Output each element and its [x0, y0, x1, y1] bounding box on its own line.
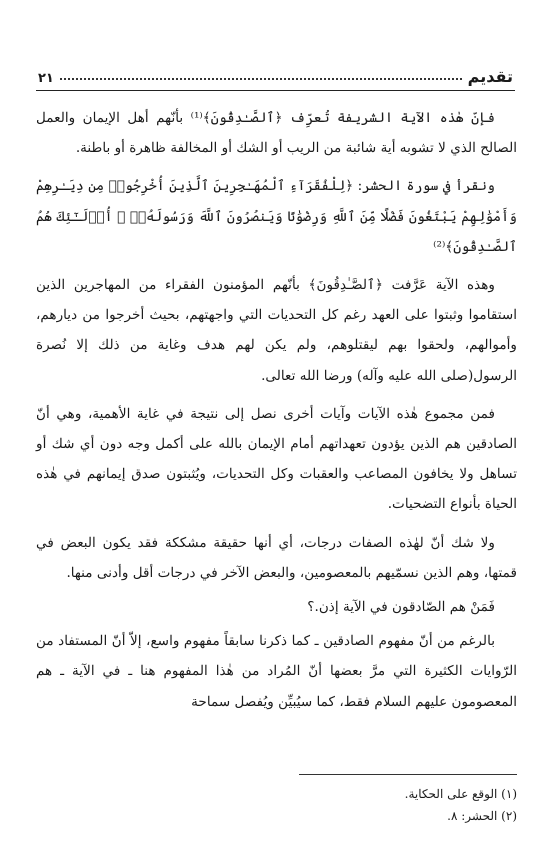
- paragraph-6-question: فَمَنْ هم الصّادقون في الآية إذن.؟: [307, 599, 495, 616]
- footnote-1: (١) الوقع على الحكاية.: [404, 787, 517, 801]
- paragraph-2-quran-verse: ونقرأ في سورة الحشر: ﴿لِلْفُقَرَآءِ ٱلْمُهَـٰجِرِينَ ٱلَّذِينَ أُخْرِجُوا۟ مِن دِيَـٰرِهِمْ وَأَمْوَٰلِهِمْ يَبْتَغُونَ فَضْلًا مِّنَ ٱللَّهِ وَرِضْوَٰنًا وَيَنصُرُونَ ٱللَّهَ وَرَسُولَهُۥٓ ۚ أُو۟لَـٰٓئِكَ هُمُ ٱلصَّـٰدِقُونَ﴾⁽²⁾: [36, 178, 517, 255]
- header-rule: [36, 90, 515, 91]
- running-head: [38, 60, 513, 86]
- footnote-rule: [299, 774, 517, 775]
- page-number: ٢١: [38, 71, 54, 86]
- footnotes: [36, 783, 517, 827]
- chapter-title: تقديم: [467, 67, 513, 86]
- paragraph-7: بالرغم من أنّ مفهوم الصادقين ـ كما ذكرنا سابقاً مفهوم واسع، إلاّ أنّ المستفاد من الرّوايات الكثيرة التي مرَّ بعضها أنّ المُراد من هٰذا المفهوم هنا ـ في الآية ـ هم المعصومون عليهم السلام فقط، كما سيُبيِّن ويُفصل سماحة: [36, 633, 517, 710]
- paragraph-1: فإنّ هٰذه الآية الشريفة تُعرِّف ﴿ٱلصَّـٰدِقُونَ﴾⁽¹⁾ بأنّهم أهل الإيمان والعمل الصالح الذي لا تشوبه أية شائبة من الريب أو الشك أو المخالفة ظاهرة أو باطنة.: [36, 110, 517, 157]
- paragraph-5: ولا شك أنّ لهٰذه الصفات درجات، أي أنها حقيقة مشككة فقد يكون البعض في قمتها، وهم الذين نسمّيهم بالمعصومين، والبعض الآخر في درجات أقل وأدنى منها.: [36, 534, 517, 581]
- paragraph-4: فمن مجموع هٰذه الآيات وآيات أخرى نصل إلى نتيجة في غاية الأهمية، وهي أنّ الصادقين هم الذين يؤدون تعهداتهم أمام الإيمان بالله على أكمل وجه دون أي شك أو تساهل ولا يخافون المصاعب والعقبات وكل التحديات، ويُثبتون صدق إيمانهم في هٰذه الحياة بأنواع التضحيات.: [36, 405, 517, 513]
- leader-dots: [60, 78, 462, 80]
- paragraph-3: وهذه الآية عَرَّفت ﴿ٱلصَّـٰدِقُونَ﴾ بأنّهم المؤمنون الفقراء من المهاجرين الذين استقاموا وثبتوا على العهد رغم كل التحديات التي واجهتهم، بحيث أخرجوا من ديارهم، وأموالهم، ولحقوا بهم ليقتلوهم، ولم يكن لهم هدف وغاية من ذلك إلا نُصرة الرسول(صلى الله عليه وآله) ورضا الله تعالى.: [36, 277, 517, 384]
- footnote-2: (٢) الحشر: ٨.: [447, 809, 517, 823]
- body-text: [36, 103, 517, 717]
